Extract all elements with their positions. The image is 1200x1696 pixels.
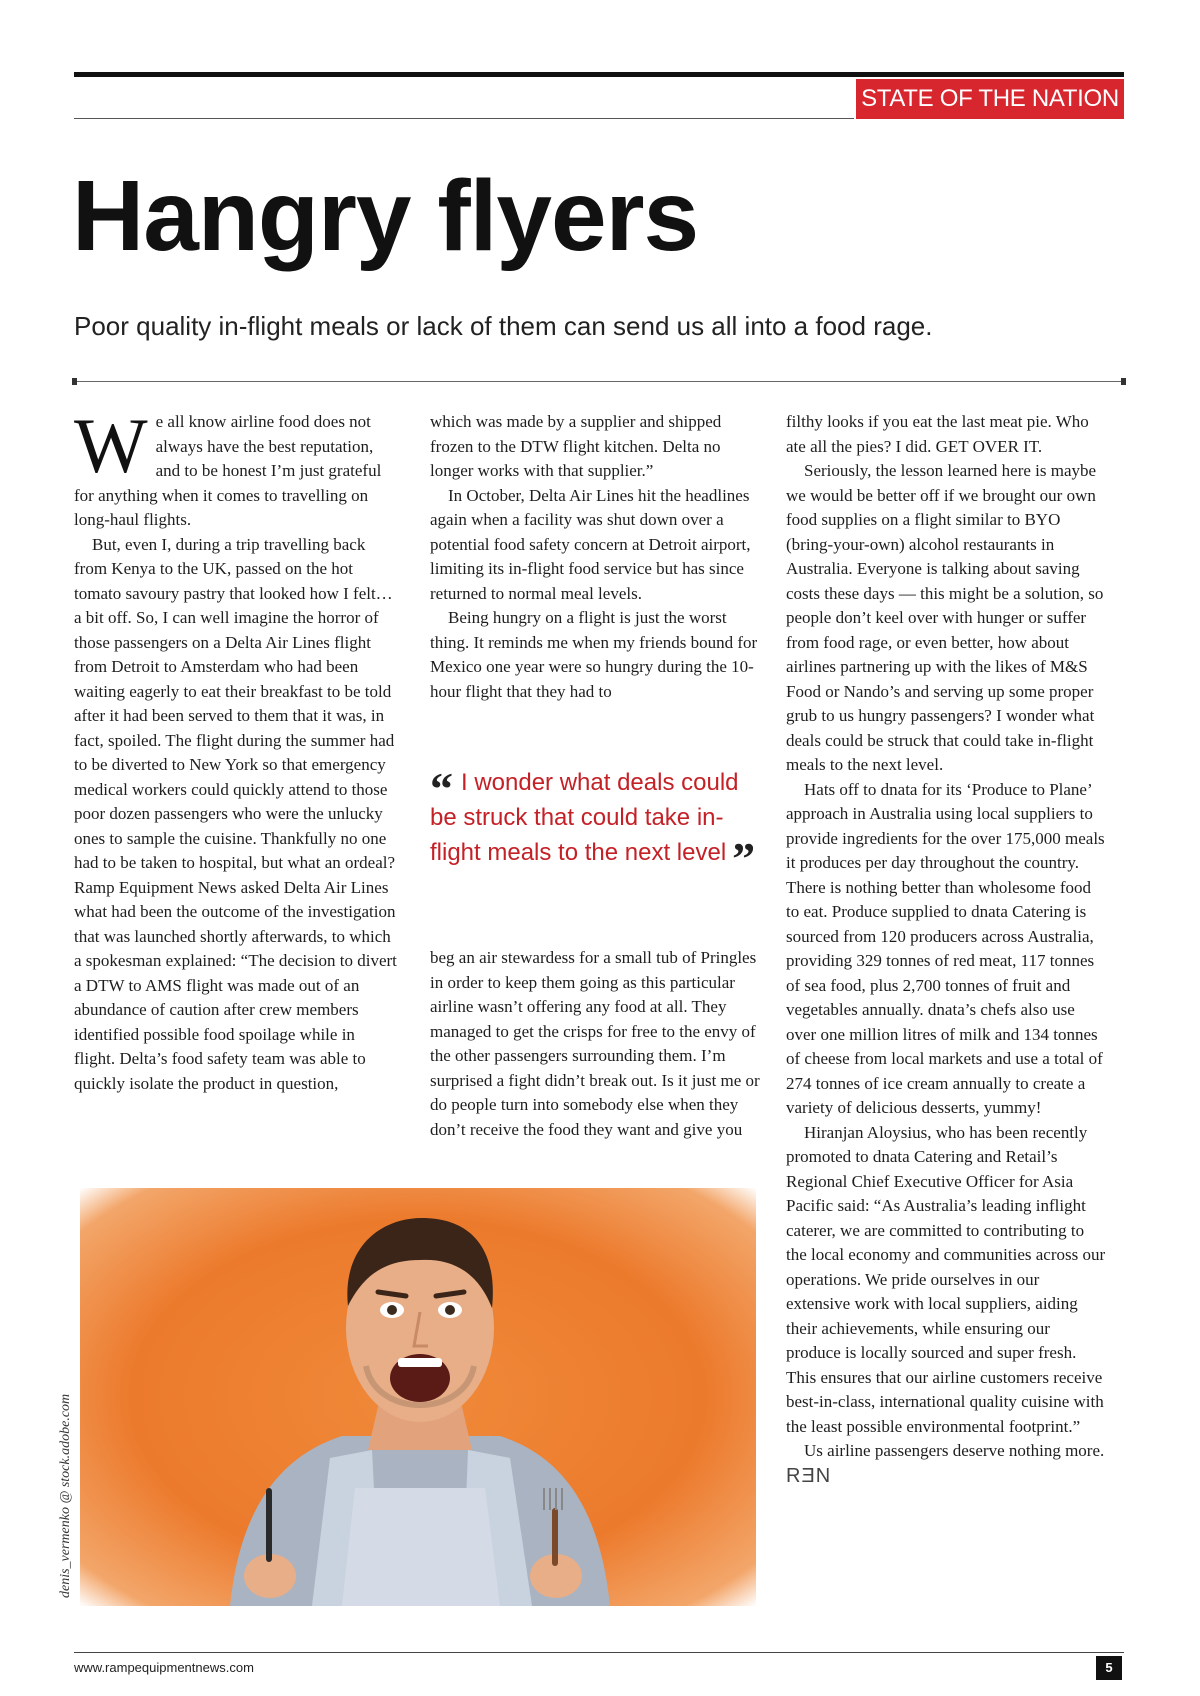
article-column-1 — [74, 402, 400, 1096]
man-illustration — [80, 1188, 756, 1606]
article-column-2-bottom — [430, 946, 760, 1142]
paragraph: Hiranjan Aloysius, who has been recently promoted to dnata Catering and Retail’s Regional Chief Executive Officer for Asia Pacific said: “As Australia’s leading inflight caterer, we are committed to contributing to the local economy and communities across our operations. We pride ourselves in our extensive work with local suppliers, aiding their achievements, while ensuring our produce is locally sourced and super fresh. This ensures that our airline customers receive best-in-class, international quality cuisine with the least possible environmental footprint.” — [786, 1122, 1106, 1436]
hungry-man-photo — [80, 1188, 756, 1606]
paragraph: Seriously, the lesson learned here is maybe we would be better off if we brought our own food supplies on a flight similar to BYO (bring-your-own) alcohol restaurants in Australia. Everyone is talking about saving costs these days — this might be a solution, so people don’t keel over with hunger or suffer from food rage, or even better, how about airlines partnering up with the likes of M&S Food or Nando’s and serving up some proper grub to us hungry passengers? I wonder what deals could be struck that could take in-flight meals to the next level. — [786, 461, 1104, 774]
photo-credit: denis_vermenko @ stock.adobe.com — [58, 1393, 73, 1598]
open-quote-icon: “ — [430, 763, 453, 814]
paragraph — [74, 402, 400, 533]
pull-quote-text: I wonder what deals could be struck that could take in-flight meals to the next level — [430, 769, 739, 866]
headline: Hangry flyers — [72, 160, 699, 272]
paragraph: beg an air stewardess for a small tub of Pringles in order to keep them going as this particular airline wasn’t offering any food at all. They managed to get the crisps for free to the envy of the other passengers surrounding them. I’m surprised a fight didn’t break out. Is it just me or do people turn into somebody else when they don’t receive the food they want and give you — [430, 948, 760, 1139]
divider-rule — [74, 381, 1124, 382]
footer-rule — [74, 1652, 1124, 1653]
paragraph — [786, 1439, 1106, 1489]
paragraph: But, even I, during a trip travelling back from Kenya to the UK, passed on the hot tomato savoury pastry that looked how I felt…a bit off. So, I can well imagine the horror of those passengers on a Delta Air Lines flight from Detroit to Amsterdam who had been waiting eagerly to eat their breakfast to be told after it had been served to them that it was, in fact, spoiled. The flight during the summer had to be diverted to New York so that emergency medical workers could quickly attend to those poor dozen passengers who were the unlucky ones to sample the cuisine. Thankfully no one had to be taken to hospital, but what an ordeal? Ramp Equipment News asked Delta Air Lines what had been the outcome of the investigation that was launched shortly afterwards, to which a spokesman explained: “The decision to divert a DTW to AMS flight was made out of an abundance of caution after crew members identified possible food spoilage while in flight. Delta’s food safety team was able to quickly isolate the product in question, — [74, 534, 397, 1093]
drop-cap: W — [74, 402, 148, 489]
paragraph: filthy looks if you eat the last meat pie. Who ate all the pies? I did. GET OVER IT. — [786, 412, 1089, 456]
article-column-2-top — [430, 410, 760, 704]
paragraph: Being hungry on a flight is just the worst thing. It reminds me when my friends bound for Mexico one year were so hungry during the 10-hour flight that they had to — [430, 608, 758, 701]
paragraph: Hats off to dnata for its ‘Produce to Plane’ approach in Australia using local suppliers to provide ingredients for the over 175,000 meals it produces per day throughout the country. There is nothing better than wholesome food to eat. Produce supplied to dnata Catering is sourced from 120 producers across Australia, providing 329 tonnes of red meat, 117 tonnes of sea food, plus 2,700 tonnes of fruit and vegetables annually. dnata’s chefs also use over one million litres of milk and 134 tonnes of cheese from local markets and use a total of 274 tonnes of ice cream annually to create a variety of delicious desserts, yummy! — [786, 779, 1105, 1117]
pull-quote — [430, 763, 760, 884]
divider-end-right — [1121, 378, 1126, 385]
close-quote-icon: ” — [732, 833, 756, 884]
paragraph: which was made by a supplier and shipped frozen to the DTW flight kitchen. Delta no longer works with that supplier.” — [430, 412, 722, 480]
ren-end-mark: RƎN — [786, 1464, 832, 1487]
page-number: 5 — [1096, 1656, 1122, 1680]
top-rule — [74, 72, 1124, 77]
paragraph: In October, Delta Air Lines hit the headlines again when a facility was shut down over a potential food safety concern at Detroit airport, limiting its in-flight food service but has since returned to normal meal levels. — [430, 485, 751, 603]
article-column-3 — [786, 410, 1106, 1489]
paragraph-text: e all know airline food does not always have the best reputation, and to be honest I’m just grateful for anything when it comes to travelling on long-haul flights. — [74, 412, 382, 529]
standfirst: Poor quality in-flight meals or lack of them can send us all into a food rage. — [74, 311, 933, 341]
paragraph-text: Us airline passengers deserve nothing more. — [804, 1441, 1105, 1460]
footer-url[interactable]: www.rampequipmentnews.com — [74, 1660, 254, 1675]
section-tag: STATE OF THE NATION — [856, 79, 1124, 119]
header-thin-rule — [74, 118, 854, 119]
divider-end-left — [72, 378, 77, 385]
